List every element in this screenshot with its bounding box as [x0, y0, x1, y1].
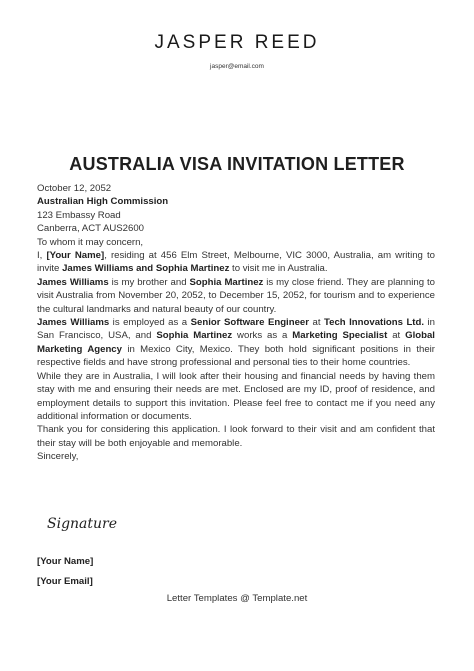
signer-email: [Your Email] — [37, 576, 93, 587]
paragraph-thanks: Thank you for considering this application. I look forward to their visit and am confident that their stay will be both enjoyable and memorable. — [37, 424, 435, 449]
recipient-name: Australian High Commission — [37, 196, 169, 208]
recipient-address-line-1: 123 Embassy Road — [37, 209, 121, 221]
paragraph-relationship: James Williams is my brother and Sophia Martinez is my close friend. They are planning to visit Australia from November 20, 2052, to December 15, 2052, for tourism and to experience the cultural landmarks and natural beauty of our country. — [37, 276, 436, 315]
recipient-address-line-2: Canberra, ACT AUS2600 — [37, 223, 145, 235]
paragraph-support: While they are in Australia, I will look after their housing and financial needs by having them stay with me and ensuring their needs are met. Enclosed are my ID, proof of residence, and employment details to support this invitation. Please feel free to contact me if you need any additional information or documents. — [37, 370, 435, 422]
letter-title: AUSTRALIA VISA INVITATION LETTER — [69, 154, 405, 174]
signer-name: [Your Name] — [37, 556, 94, 567]
sender-email: jasper@email.com — [210, 63, 264, 70]
sender-name: JASPER REED — [154, 32, 320, 53]
letter-date: October 12, 2052 — [37, 183, 112, 194]
closing: Sincerely, — [37, 451, 79, 463]
footer-credit: Letter Templates @ Template.net — [166, 593, 308, 604]
paragraph-invitation: I, [Your Name], residing at 456 Elm Street, Melbourne, VIC 3000, Australia, am writing to invite James Williams and Sophia Martinez to visit me in Australia. — [37, 250, 435, 275]
salutation: To whom it may concern, — [37, 236, 144, 248]
paragraph-employment: James Williams is employed as a Senior Software Engineer at Tech Innovations Ltd. in San Francisco, USA, and Sophia Martinez works as a Marketing Specialist at Global Marketing Agency in Mexico City, Mexico. They both hold significant positions in their respective fields and have strong professional and personal ties to their home countries. — [37, 317, 435, 369]
signature: Signature — [47, 516, 118, 532]
letter-body — [37, 182, 435, 464]
